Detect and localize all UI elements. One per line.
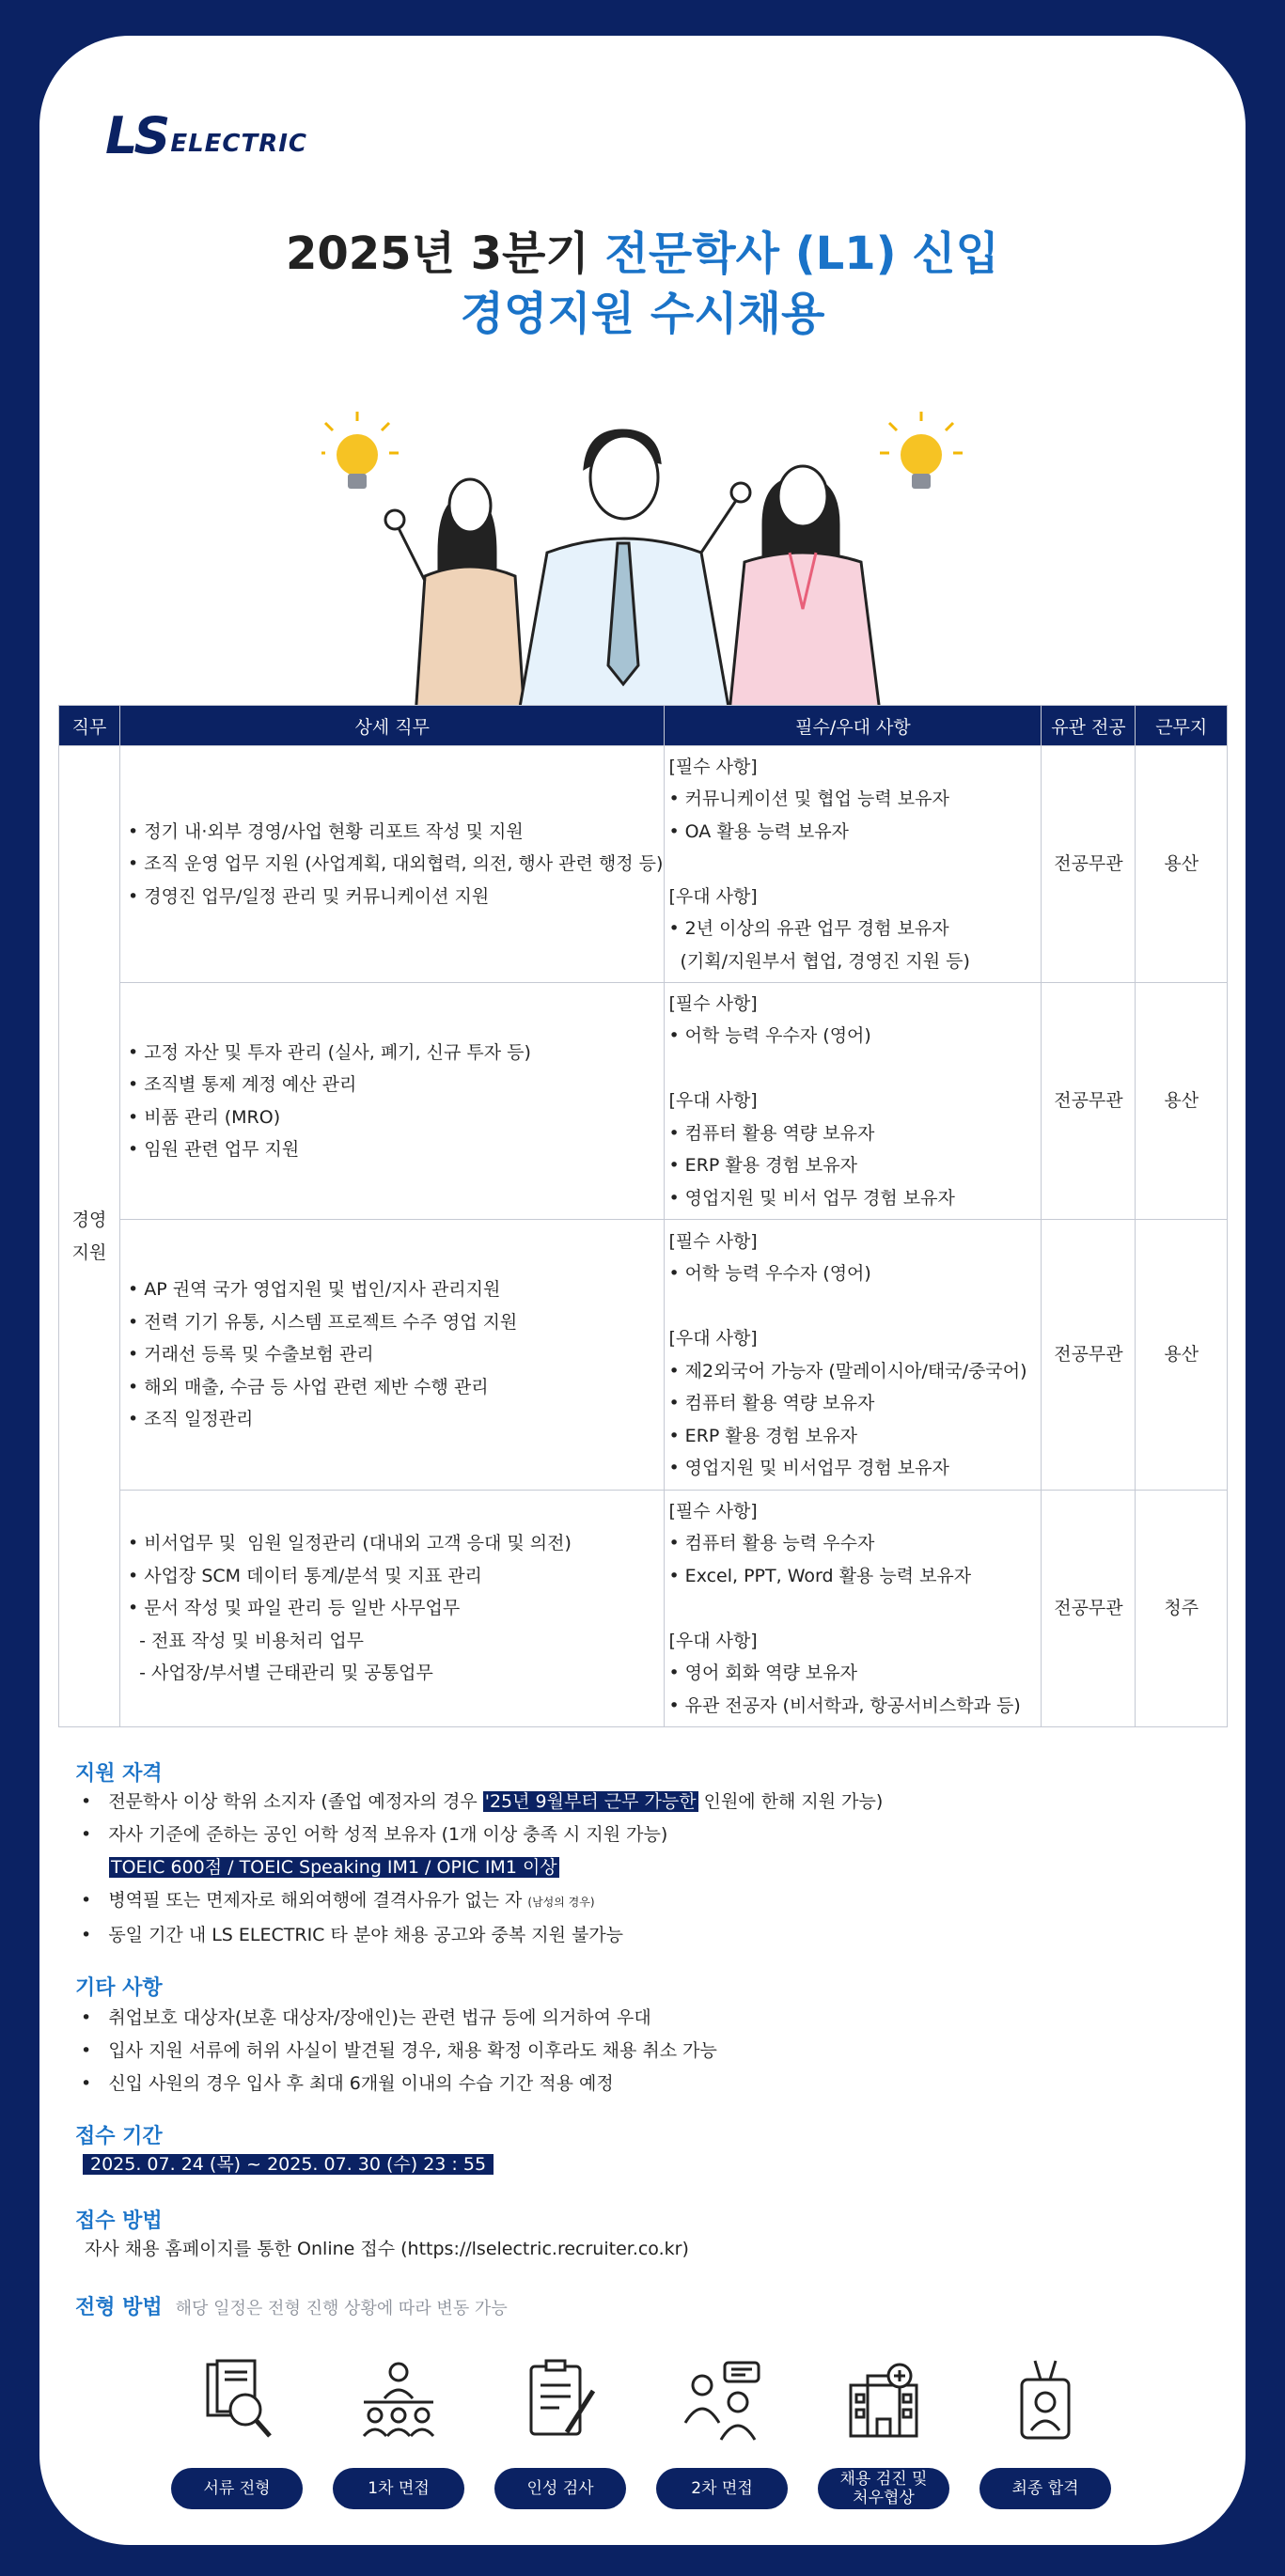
req-line: • ERP 활용 경험 보유자 [668,1155,857,1177]
req-line: • 제2외국어 가능자 (말레이시아/태국/중국어) [668,1360,1027,1382]
req-line [668,1290,1040,1323]
table-row [59,983,1228,1220]
req-line: • Excel, PPT, Word 활용 능력 보유자 [668,1565,972,1586]
etc-title: 기타 사항 [75,1976,163,2000]
detail-line: - 전표 작성 및 비용처리 업무 [128,1630,365,1651]
req-line: [필수 사항] [668,1230,758,1252]
process-title: 전형 방법 해당 일정은 전형 진행 상황에 따라 변동 가능 [75,2296,508,2319]
req-line: • 영업지원 및 비서 업무 경험 보유자 [668,1187,955,1209]
process-steps [171,2357,1130,2507]
hospital-icon [841,2357,926,2442]
step-label: 최종 합격 [979,2468,1111,2509]
requirements-cell [665,1491,1042,1727]
req-line: • OA 활용 능력 보유자 [668,820,849,842]
req-line [668,1592,1040,1625]
req-line: • 어학 능력 우수자 (영어) [668,1263,871,1284]
woman-left-figure [385,479,525,712]
req-line: • 컴퓨터 활용 역량 보유자 [668,1393,875,1413]
major-cell: 전공무관 [1042,746,1136,983]
req-line: [우대 사항] [668,885,758,907]
highlight-text: TOEIC 600점 / TOEIC Speaking IM1 / OPIC IM1 이상 [111,1857,557,1878]
detail-line: • 문서 작성 및 파일 관리 등 일반 사무업무 [128,1598,461,1619]
document-search-icon [195,2357,279,2442]
header-detail: 상세 직무 [120,706,665,746]
req-line: • 컴퓨터 활용 역량 보유자 [668,1122,875,1144]
job-table [58,705,1228,1727]
qualification-list [81,1786,883,1952]
req-line: • 2년 이상의 유관 업무 경험 보유자 [668,918,949,940]
header-location: 근무지 [1136,706,1228,746]
req-line: [우대 사항] [668,1328,758,1349]
period-value: 2025. 07. 24 (목) ~ 2025. 07. 30 (수) 23 : 55 [83,2154,494,2175]
req-line: • 유관 전공자 (비서학과, 항공서비스학과 등) [668,1694,1021,1716]
table-row [59,1220,1228,1491]
step-label: 서류 전형 [171,2468,303,2509]
lightbulb-right-icon [880,412,963,489]
req-line: [필수 사항] [668,992,758,1014]
detail-line: • 조직 일정관리 [128,1409,254,1430]
logo-ls: LS [105,106,167,165]
requirements-cell [665,983,1042,1220]
step-label: 1차 면접 [333,2468,464,2509]
qualification-item: • 동일 기간 내 LS ELECTRIC 타 분야 채용 공고와 중복 지원 불가능 [81,1925,624,1945]
table-row [59,1491,1228,1727]
detail-line: • 사업장 SCM 데이터 통계/분석 및 지표 관리 [128,1565,482,1586]
req-line [668,1053,1040,1085]
detail-cell [120,1220,665,1491]
req-line: • 영어 회화 역량 보유자 [668,1663,857,1684]
step-label: 인성 검사 [494,2468,626,2509]
qualification-item: • 자사 기준에 준하는 공인 어학 성적 보유자 (1개 이상 충족 시 지원 가능) [81,1824,668,1845]
location-cell: 용산 [1136,746,1228,983]
detail-cell [120,1491,665,1727]
req-line: • 커뮤니케이션 및 협업 능력 보유자 [668,788,949,810]
ls-electric-logo [105,106,307,165]
step-first-interview [333,2357,464,2509]
qualification-title: 지원 자격 [75,1762,163,1786]
major-cell: 전공무관 [1042,983,1136,1220]
detail-line: • 전력 기기 유통, 시스템 프로젝트 수주 영업 지원 [128,1311,518,1333]
hero-illustration [321,412,998,712]
etc-item: • 입사 지원 서류에 허위 사실이 발견될 경우, 채용 확정 이후라도 채용 취소 가능 [81,2040,717,2061]
detail-line: • 임원 관련 업무 지원 [128,1139,300,1160]
header-job: 직무 [59,706,120,746]
req-line: [필수 사항] [668,756,758,777]
location-cell: 용산 [1136,1220,1228,1491]
major-cell: 전공무관 [1042,1220,1136,1491]
method-title: 접수 방법 [75,2209,163,2233]
woman-right-figure [729,466,880,712]
detail-line: • 해외 매출, 수금 등 사업 관련 제반 수행 관리 [128,1376,489,1397]
detail-cell [120,983,665,1220]
page-title [39,224,1246,344]
poster-card [39,36,1246,2545]
qualification-item: • 전문학사 이상 학위 소지자 (졸업 예정자의 경우 '25년 9월부터 근무 가능한 인원에 한해 지원 가능) [81,1791,884,1812]
header-requirements: 필수/우대 사항 [665,706,1042,746]
requirements-cell [665,746,1042,983]
lightbulb-left-icon [321,412,399,489]
checklist-pen-icon [518,2357,603,2442]
detail-line: • 경영진 업무/일정 관리 및 커뮤니케이션 지원 [128,885,490,907]
table-row [59,746,1228,983]
etc-item: • 신입 사원의 경우 입사 후 최대 6개월 이내의 수습 기간 적용 예정 [81,2073,614,2094]
step-personality-test [494,2357,626,2509]
highlight-text: '25년 9월부터 근무 가능한 [484,1791,697,1812]
req-line [668,848,1040,881]
qualification-item: • 병역필 또는 면제자로 해외여행에 결격사유가 없는 자 (남성의 경우) [81,1890,595,1911]
detail-line: • 비서업무 및 임원 일정관리 (대내외 고객 응대 및 의전) [128,1533,572,1554]
qualification-sub [81,1851,883,1884]
title-line1-black: 2025년 3분기 [285,227,605,280]
period-title: 접수 기간 [75,2125,163,2148]
req-line: [우대 사항] [668,1630,758,1651]
step-health-check [818,2357,949,2509]
major-cell: 전공무관 [1042,1491,1136,1727]
req-line: (기획/지원부서 협업, 경영진 지원 등) [668,950,970,972]
step-final-pass [979,2357,1111,2509]
category-label: 경영 지원 [71,1210,107,1263]
man-center-figure [519,430,750,712]
step-label: 2차 면접 [656,2468,788,2509]
category-cell [59,746,120,1727]
detail-line: - 사업장/부서별 근태관리 및 공통업무 [128,1663,433,1684]
etc-item: • 취업보호 대상자(보훈 대상자/장애인)는 관련 법규 등에 의거하여 우대 [81,2007,651,2028]
location-cell: 청주 [1136,1491,1228,1727]
detail-line: • 비품 관리 (MRO) [128,1106,281,1128]
req-line: [필수 사항] [668,1500,758,1522]
step-second-interview [656,2357,788,2509]
detail-line: • 조직별 통제 계정 예산 관리 [128,1074,357,1095]
detail-cell [120,746,665,983]
id-badge-icon [1003,2357,1088,2442]
detail-line: • 정기 내·외부 경영/사업 현황 리포트 작성 및 지원 [128,820,524,842]
requirements-cell [665,1220,1042,1491]
detail-line: • 거래선 등록 및 수출보험 관리 [128,1344,374,1366]
header-major: 유관 전공 [1042,706,1136,746]
detail-line: • AP 권역 국가 영업지원 및 법인/지사 관리지원 [128,1279,501,1301]
detail-line: • 조직 운영 업무 지원 (사업계획, 대외협력, 의전, 행사 관련 행정 등) [128,853,664,875]
table-header-row [59,706,1228,746]
interview-panel-icon [356,2357,441,2442]
period-value-wrap [83,2148,494,2181]
title-line1-blue: 전문학사 (L1) 신입 [604,227,1000,280]
etc-list [81,2002,717,2100]
req-line: • 영업지원 및 비서업무 경험 보유자 [668,1458,949,1478]
process-note: 해당 일정은 전형 진행 상황에 따라 변동 가능 [175,2299,508,2318]
location-cell: 용산 [1136,983,1228,1220]
req-line: • 컴퓨터 활용 능력 우수자 [668,1533,875,1554]
req-line: [우대 사항] [668,1090,758,1112]
method-value: 자사 채용 홈페이지를 통한 Online 접수 (https://lselectric.recruiter.co.kr) [85,2239,689,2259]
logo-electric: ELECTRIC [170,130,307,158]
req-line: • ERP 활용 경험 보유자 [668,1425,857,1446]
interview-chat-icon [680,2357,764,2442]
step-document-review [171,2357,303,2509]
step-label: 채용 검진 및 처우협상 [818,2468,949,2509]
title-line2: 경영지원 수시채용 [460,288,825,340]
detail-line: • 고정 자산 및 투자 관리 (실사, 폐기, 신규 투자 등) [128,1041,531,1063]
req-line: • 어학 능력 우수자 (영어) [668,1025,871,1047]
